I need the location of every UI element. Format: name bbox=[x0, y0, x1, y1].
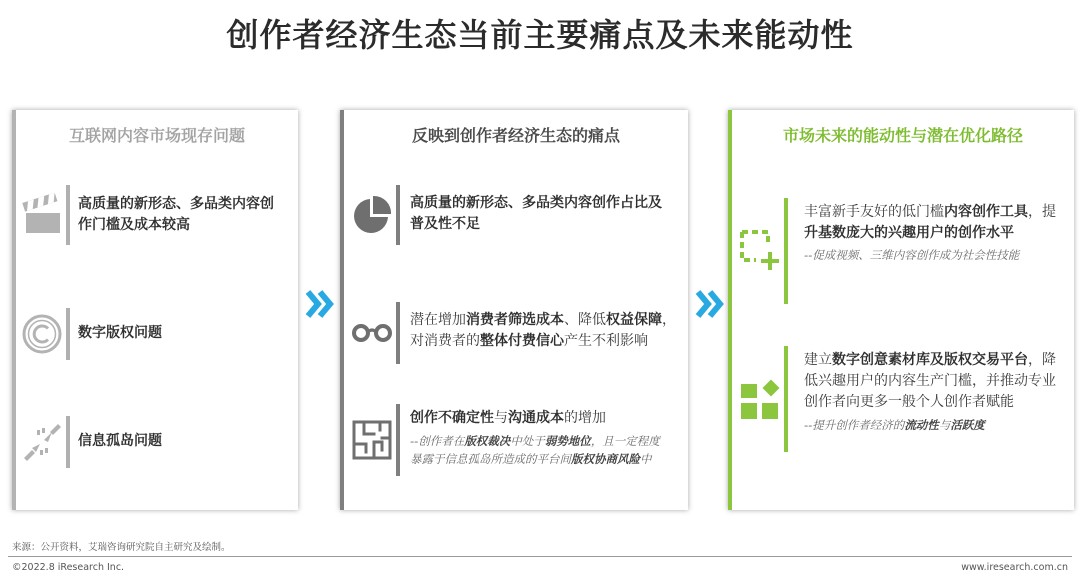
list-item bbox=[16, 308, 298, 360]
item-text-line: 潜在增加消费者筛选成本、降低权益保障， bbox=[410, 312, 676, 328]
disconnected-link-icon bbox=[20, 420, 64, 464]
list-item bbox=[732, 346, 1074, 452]
add-frame-icon bbox=[738, 228, 782, 272]
footer-divider bbox=[8, 556, 1072, 557]
column-heading: 互联网内容市场现存问题 bbox=[68, 126, 245, 145]
list-item bbox=[344, 302, 688, 364]
item-divider bbox=[784, 198, 788, 304]
item-divider bbox=[396, 302, 400, 364]
item-text-line: 升基数庞大的兴趣用户的创作水平 bbox=[804, 225, 1014, 241]
item-note-line: --提升创作者经济的流动性与活跃度 bbox=[804, 418, 985, 432]
item-divider bbox=[66, 416, 70, 468]
chevron-right-double-icon bbox=[694, 288, 726, 320]
pie-chart-icon bbox=[350, 193, 394, 237]
item-text-line: 低兴趣用户的内容生产门槛，并推动专业 bbox=[804, 373, 1056, 389]
item-text-line: 丰富新手友好的低门槛内容创作工具，提 bbox=[804, 204, 1056, 220]
list-item bbox=[16, 416, 298, 468]
item-note-line: --创作者在版权裁决中处于弱势地位，且一定程度 bbox=[410, 434, 660, 448]
item-text-line: 普及性不足 bbox=[410, 216, 480, 232]
maze-icon bbox=[350, 418, 394, 462]
chevron-right-double-icon bbox=[304, 288, 336, 320]
blocks-icon bbox=[738, 378, 782, 422]
list-item bbox=[344, 404, 688, 476]
item-text-line: 信息孤岛问题 bbox=[78, 433, 162, 449]
item-divider bbox=[66, 308, 70, 360]
item-divider bbox=[784, 346, 788, 452]
column-heading: 反映到创作者经济生态的痛点 bbox=[411, 126, 620, 145]
item-text-line: 作门槛及成本较高 bbox=[78, 217, 190, 233]
page-title: 创作者经济生态当前主要痛点及未来能动性 bbox=[226, 16, 854, 54]
list-item bbox=[16, 185, 298, 245]
item-text-line: 数字版权问题 bbox=[78, 325, 162, 341]
item-text-line: 创作不确定性与沟通成本的增加 bbox=[410, 410, 606, 426]
item-note-line: --促成视频、三维内容创作成为社会性技能 bbox=[804, 248, 1020, 262]
list-item bbox=[732, 198, 1074, 304]
list-item bbox=[344, 185, 688, 245]
glasses-icon bbox=[350, 311, 394, 355]
column-future-paths bbox=[728, 110, 1074, 510]
item-text-line: 创作者向更多一般个人创作者赋能 bbox=[804, 394, 1014, 410]
item-text-line: 建立数字创意素材库及版权交易平台，降 bbox=[804, 352, 1056, 368]
copyright-icon bbox=[20, 312, 64, 356]
column-pain-points bbox=[340, 110, 688, 510]
item-divider bbox=[396, 185, 400, 245]
column-heading: 市场未来的能动性与潜在优化路径 bbox=[782, 126, 1023, 145]
source-note: 来源：公开资料，艾瑞咨询研究院自主研究及绘制。 bbox=[12, 542, 231, 553]
item-text-line: 对消费者的整体付费信心产生不利影响 bbox=[410, 333, 648, 349]
item-note-line: 暴露于信息孤岛所造成的平台间版权协商风险中 bbox=[410, 452, 652, 466]
clapperboard-icon bbox=[22, 193, 66, 237]
item-divider bbox=[66, 185, 70, 245]
copyright-text: ©2022.8 iResearch Inc. bbox=[12, 562, 125, 573]
item-text-line: 高质量的新形态、多品类内容创作占比及 bbox=[410, 195, 662, 211]
column-current-problems bbox=[12, 110, 298, 510]
item-text-line: 高质量的新形态、多品类内容创 bbox=[78, 196, 274, 212]
item-divider bbox=[396, 404, 400, 476]
website-link[interactable]: www.iresearch.com.cn bbox=[961, 562, 1068, 573]
